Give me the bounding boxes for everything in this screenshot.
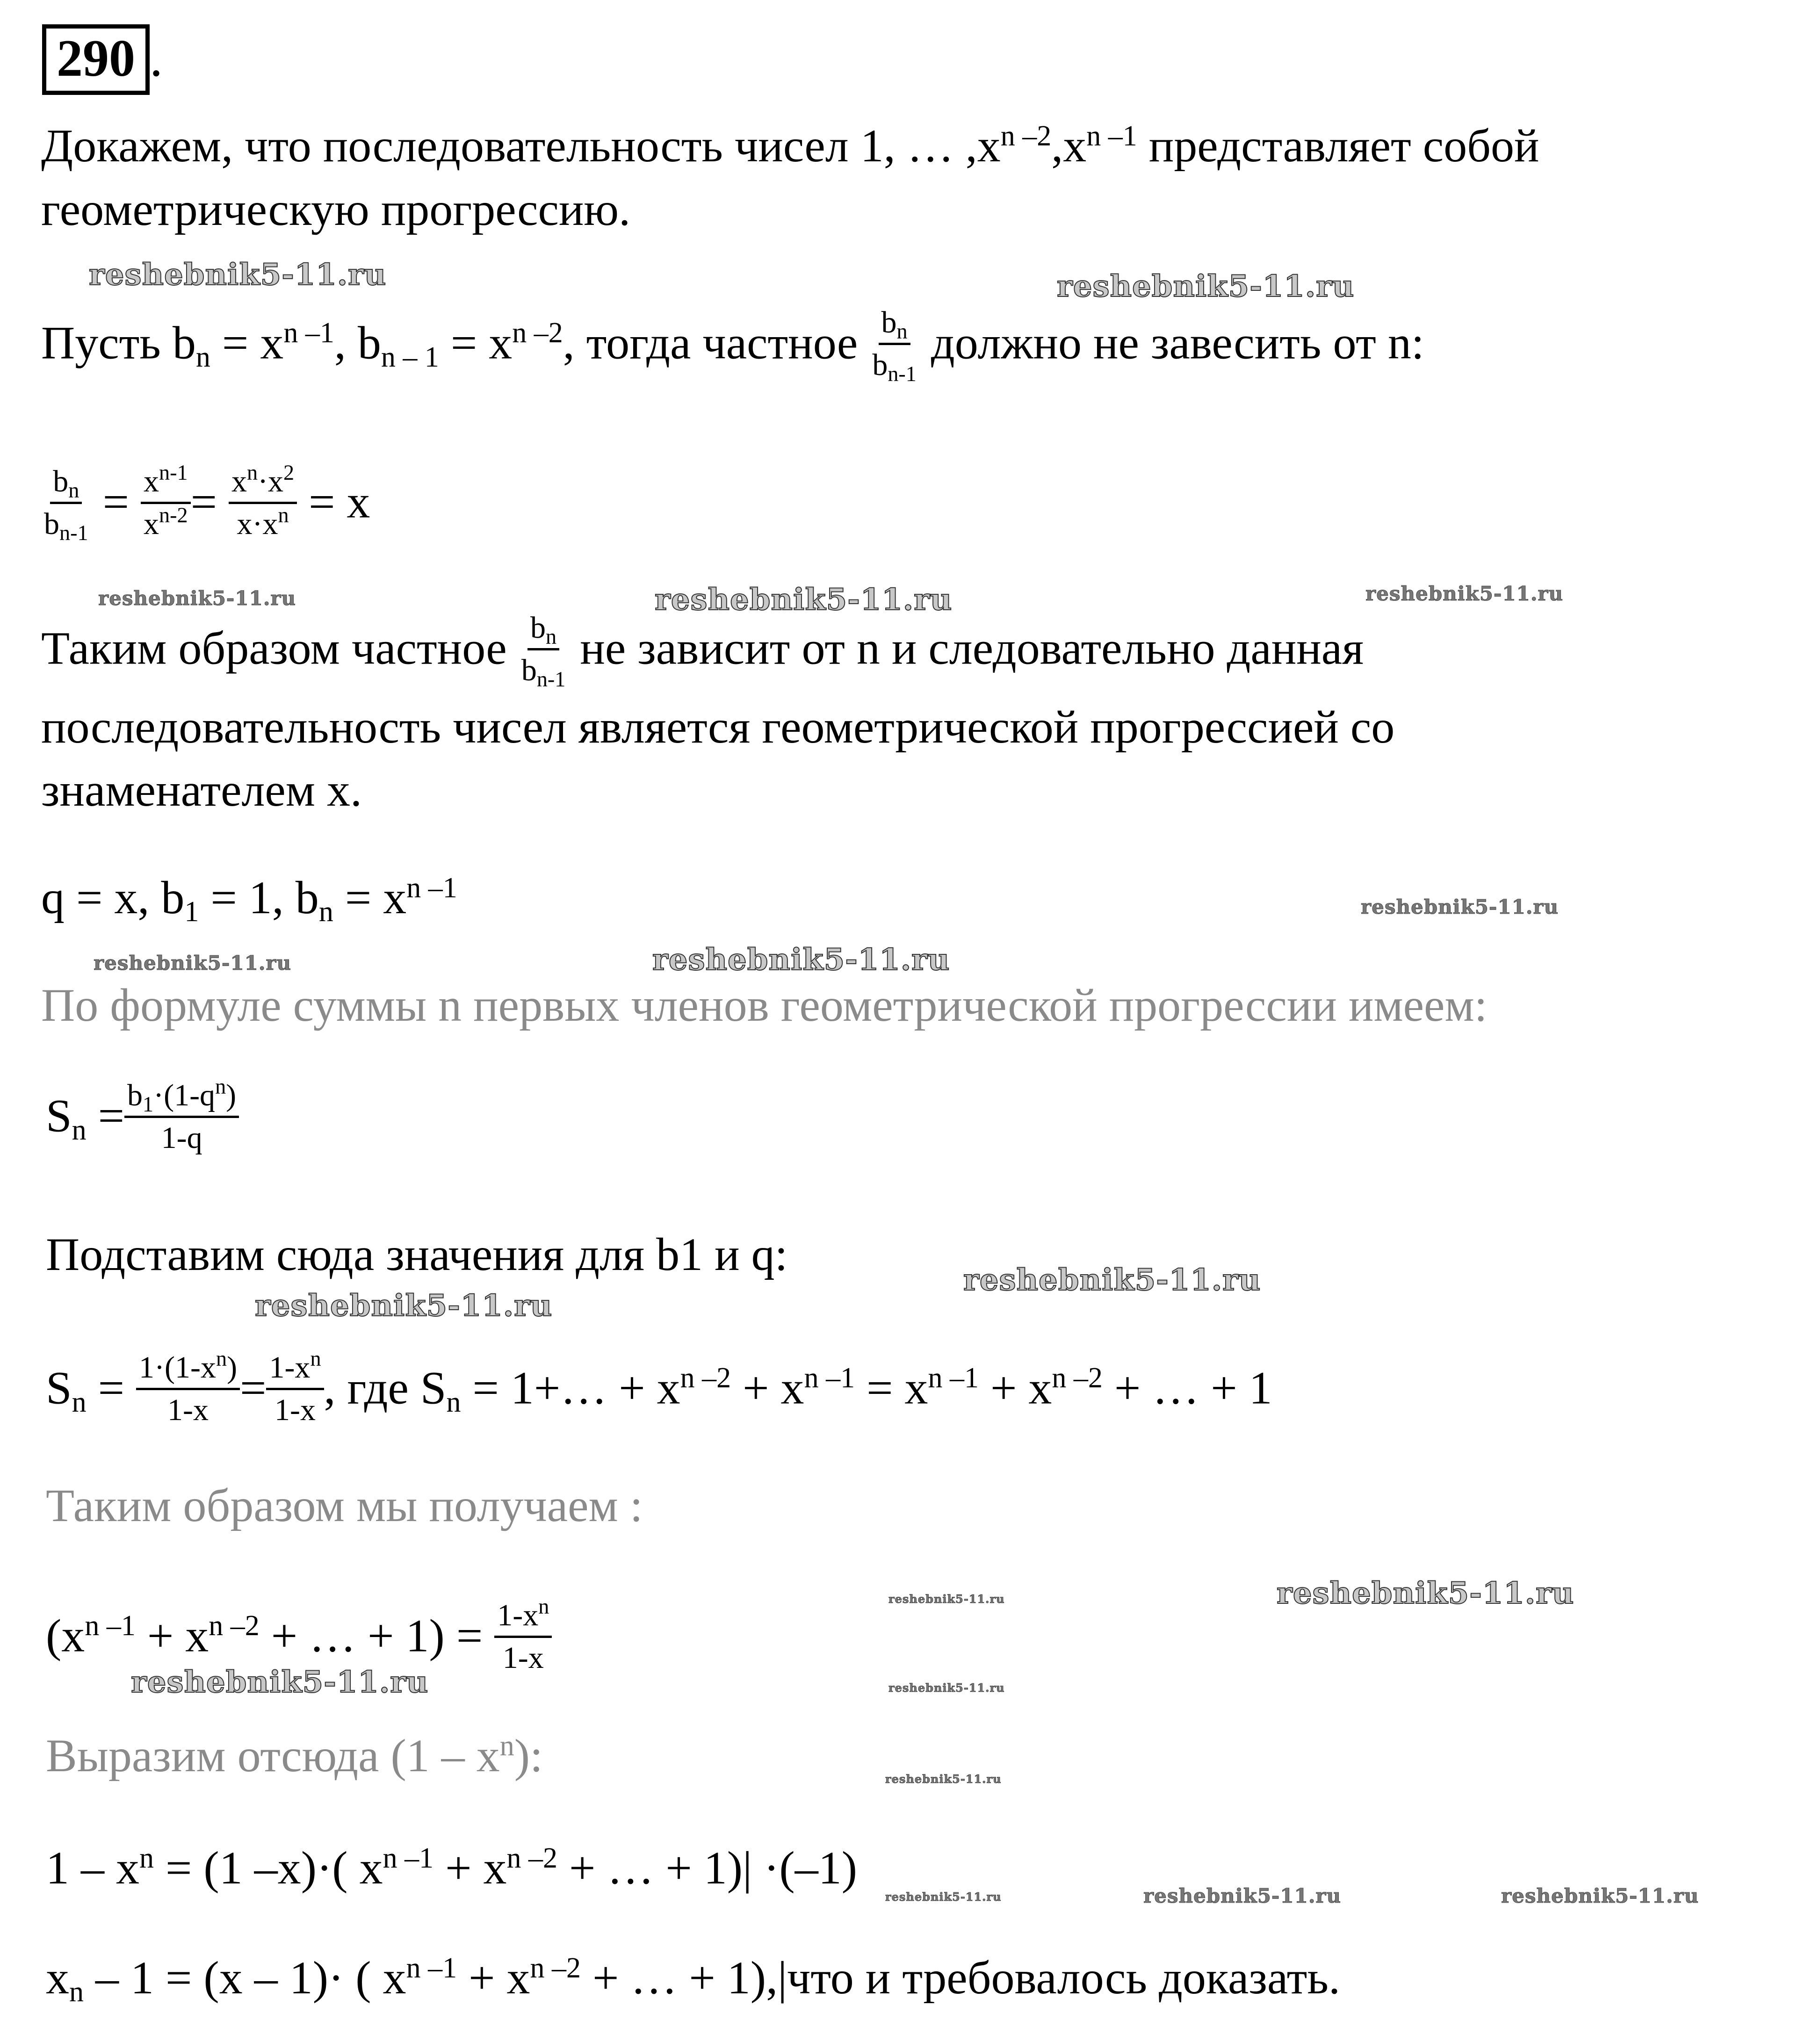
fraction-bn-over-bn1 <box>869 305 919 386</box>
problem-number-dot: . <box>150 29 163 87</box>
fraction <box>229 460 297 541</box>
watermark: reshebnik5-11.ru <box>888 1592 1005 1606</box>
watermark: reshebnik5-11.ru <box>888 1681 1005 1695</box>
text: = x <box>210 317 284 369</box>
subscript: n <box>546 624 557 649</box>
subscript: n-1 <box>888 361 917 386</box>
exponent: n –1 <box>928 1362 979 1394</box>
watermark: reshebnik5-11.ru <box>652 942 950 977</box>
express-text <box>46 1730 543 1782</box>
exponent: n <box>139 1842 154 1874</box>
frac-num: ) <box>226 1078 237 1112</box>
subscript: 1 <box>184 896 199 928</box>
watermark: reshebnik5-11.ru <box>1361 895 1559 918</box>
subscript: n <box>69 1976 84 2008</box>
text: Таким образом частное <box>41 622 519 674</box>
subscript: n <box>68 478 79 502</box>
para1-text-b: представляет собой <box>1137 120 1539 172</box>
frac-num: x <box>231 464 247 498</box>
subscript: n-1 <box>59 520 88 545</box>
text: (x <box>46 1609 85 1662</box>
exponent: n –2 <box>209 1610 260 1642</box>
exponent: n –1 <box>406 1952 457 1984</box>
text: = 1+… + x <box>461 1362 680 1414</box>
equals-sign: = <box>190 476 217 528</box>
text: + x <box>457 1952 530 2004</box>
text: x <box>46 1952 69 2004</box>
text: , тогда частное <box>563 317 870 369</box>
frac-num: 1-x <box>497 1598 539 1632</box>
equation-2 <box>46 1952 1340 2008</box>
text: S <box>46 1362 72 1414</box>
frac-den: 1-x <box>502 1641 544 1675</box>
exponent: n –1 <box>383 1842 434 1874</box>
frac-den: b <box>521 653 537 687</box>
watermark: reshebnik5-11.ru <box>131 1665 429 1700</box>
text: + … + 1 <box>1102 1362 1272 1414</box>
equals-sign: = <box>102 476 129 528</box>
exponent: n –1 <box>85 1610 136 1642</box>
frac-den: x·x <box>237 507 278 541</box>
watermark: reshebnik5-11.ru <box>1365 582 1564 605</box>
exponent: n –1 <box>804 1362 855 1394</box>
subscript: n <box>896 319 908 343</box>
subscript: n <box>318 896 333 928</box>
frac-den: b <box>872 348 888 382</box>
watermark: reshebnik5-11.ru <box>94 952 292 974</box>
equals-sign: = <box>240 1362 267 1414</box>
frac-den: 1-x <box>274 1393 316 1427</box>
exponent: n <box>499 1730 514 1762</box>
text: + … + 1)| ·(–1) <box>557 1842 858 1894</box>
exponent: n <box>538 1594 549 1618</box>
substitute-text: Подставим сюда значения для b1 и q: <box>46 1228 788 1280</box>
frac-num: ·(1-q <box>153 1078 216 1112</box>
watermark: reshebnik5-11.ru <box>885 1772 1002 1786</box>
exponent: n-2 <box>159 503 188 527</box>
watermark: reshebnik5-11.ru <box>885 1890 1002 1904</box>
fraction-bn-over-bn1 <box>519 611 569 691</box>
frac-den: b <box>44 507 59 541</box>
subscript: n <box>72 1386 87 1418</box>
text: + … + 1),|что и требовалось доказать. <box>581 1952 1340 2004</box>
ratio-equation <box>41 460 370 545</box>
problem-number <box>42 24 163 95</box>
subscript: n-1 <box>536 667 566 691</box>
text: + … + 1) = <box>259 1609 495 1662</box>
frac-num: ) <box>227 1350 238 1385</box>
equals-sign: = <box>86 1362 137 1414</box>
exponent: n <box>215 1074 226 1098</box>
para2-line1 <box>41 611 1364 691</box>
watermark: reshebnik5-11.ru <box>98 587 296 610</box>
text: , где S <box>324 1362 447 1414</box>
text: q = x, b <box>41 872 185 923</box>
watermark: reshebnik5-11.ru <box>963 1262 1261 1298</box>
watermark: reshebnik5-11.ru <box>1277 1576 1574 1611</box>
para1-line2: геометрическую прогрессию. <box>41 183 631 235</box>
text: – 1 = (x – 1)· ( x <box>84 1952 406 2004</box>
text: = x <box>333 872 407 923</box>
sum-formula <box>46 1074 239 1157</box>
watermark: reshebnik5-11.ru <box>1501 1884 1699 1907</box>
frac-num-mid: ·x <box>258 464 284 498</box>
subscript: n <box>446 1386 461 1418</box>
para1-text-a: Докажем, что последовательность чисел 1, … ,x <box>41 120 1001 172</box>
watermark: reshebnik5-11.ru <box>255 1288 553 1323</box>
frac-num: b <box>127 1078 143 1112</box>
text: + x <box>135 1609 209 1662</box>
exponent: n <box>246 460 258 484</box>
text: ): <box>514 1730 543 1782</box>
watermark: reshebnik5-11.ru <box>655 582 953 617</box>
text: , b <box>334 317 381 369</box>
text: Выразим отсюда (1 – x <box>46 1730 500 1782</box>
text: Пусть b <box>41 317 196 369</box>
text: + x <box>433 1842 507 1894</box>
formula-intro: По формуле суммы n первых членов геометрической прогрессии имеем: <box>41 979 1488 1031</box>
exponent: n <box>278 503 289 527</box>
text: = x <box>855 1362 928 1414</box>
subscript: n <box>195 341 210 373</box>
result: = x <box>309 476 370 528</box>
sn-line <box>46 1346 1272 1429</box>
fraction <box>124 1074 239 1155</box>
exponent: n –1 <box>283 317 334 349</box>
thus-obtain-text: Таким образом мы получаем : <box>46 1479 643 1531</box>
frac-num: 1-x <box>269 1350 311 1385</box>
text: должно не завесить от n: <box>919 317 1424 369</box>
exponent: n <box>310 1346 321 1371</box>
frac-num: 1·(1-x <box>139 1350 216 1385</box>
text: 1 – x <box>46 1842 139 1894</box>
watermark: reshebnik5-11.ru <box>89 257 387 292</box>
text: + x <box>978 1362 1052 1414</box>
fraction <box>266 1346 324 1427</box>
watermark: reshebnik5-11.ru <box>1057 269 1355 304</box>
exponent: n –2 <box>512 317 563 349</box>
watermark: reshebnik5-11.ru <box>1143 1884 1342 1907</box>
subscript: n <box>72 1114 87 1146</box>
text: = (1 –x)·( x <box>154 1842 383 1894</box>
exponent: 2 <box>283 460 295 484</box>
let-line <box>41 305 1424 386</box>
exponent: n –2 <box>506 1842 558 1874</box>
exponent: n –2 <box>530 1952 581 1984</box>
text: S <box>46 1089 72 1142</box>
exponent: n –2 <box>680 1362 731 1394</box>
subscript: 1 <box>143 1092 154 1116</box>
text: = x <box>439 317 513 369</box>
frac-den: x <box>143 507 159 541</box>
text: + x <box>731 1362 804 1414</box>
frac-num: b <box>881 305 897 339</box>
equals-sign: = <box>86 1089 125 1142</box>
para2-line3: знаменателем x. <box>41 764 362 816</box>
exponent: n –2 <box>1000 120 1052 152</box>
exponent: n –1 <box>406 872 457 904</box>
fraction <box>141 460 191 541</box>
frac-den: 1-q <box>161 1121 202 1155</box>
exponent: n <box>216 1346 227 1371</box>
frac-num: b <box>53 464 69 498</box>
para1-text-comma: ,x <box>1051 120 1087 172</box>
equation-1 <box>46 1842 858 1894</box>
exponent: n –2 <box>1052 1362 1103 1394</box>
para1-line1 <box>41 120 1539 172</box>
text: = 1, b <box>199 872 319 923</box>
problem-number-box: 290 <box>42 24 150 95</box>
exponent: n-1 <box>159 460 188 484</box>
exponent: n –1 <box>1086 120 1137 152</box>
fraction <box>494 1594 552 1675</box>
frac-num: x <box>143 464 159 498</box>
fraction <box>136 1346 240 1427</box>
para2-line2: последовательность чисел является геометрической прогрессией со <box>41 701 1395 753</box>
subscript: n – 1 <box>381 341 439 373</box>
fraction <box>41 464 91 545</box>
frac-den: 1-x <box>167 1393 209 1427</box>
frac-num: b <box>530 611 546 645</box>
text: не зависит от n и следовательно данная <box>568 622 1364 674</box>
q-line <box>41 872 457 928</box>
